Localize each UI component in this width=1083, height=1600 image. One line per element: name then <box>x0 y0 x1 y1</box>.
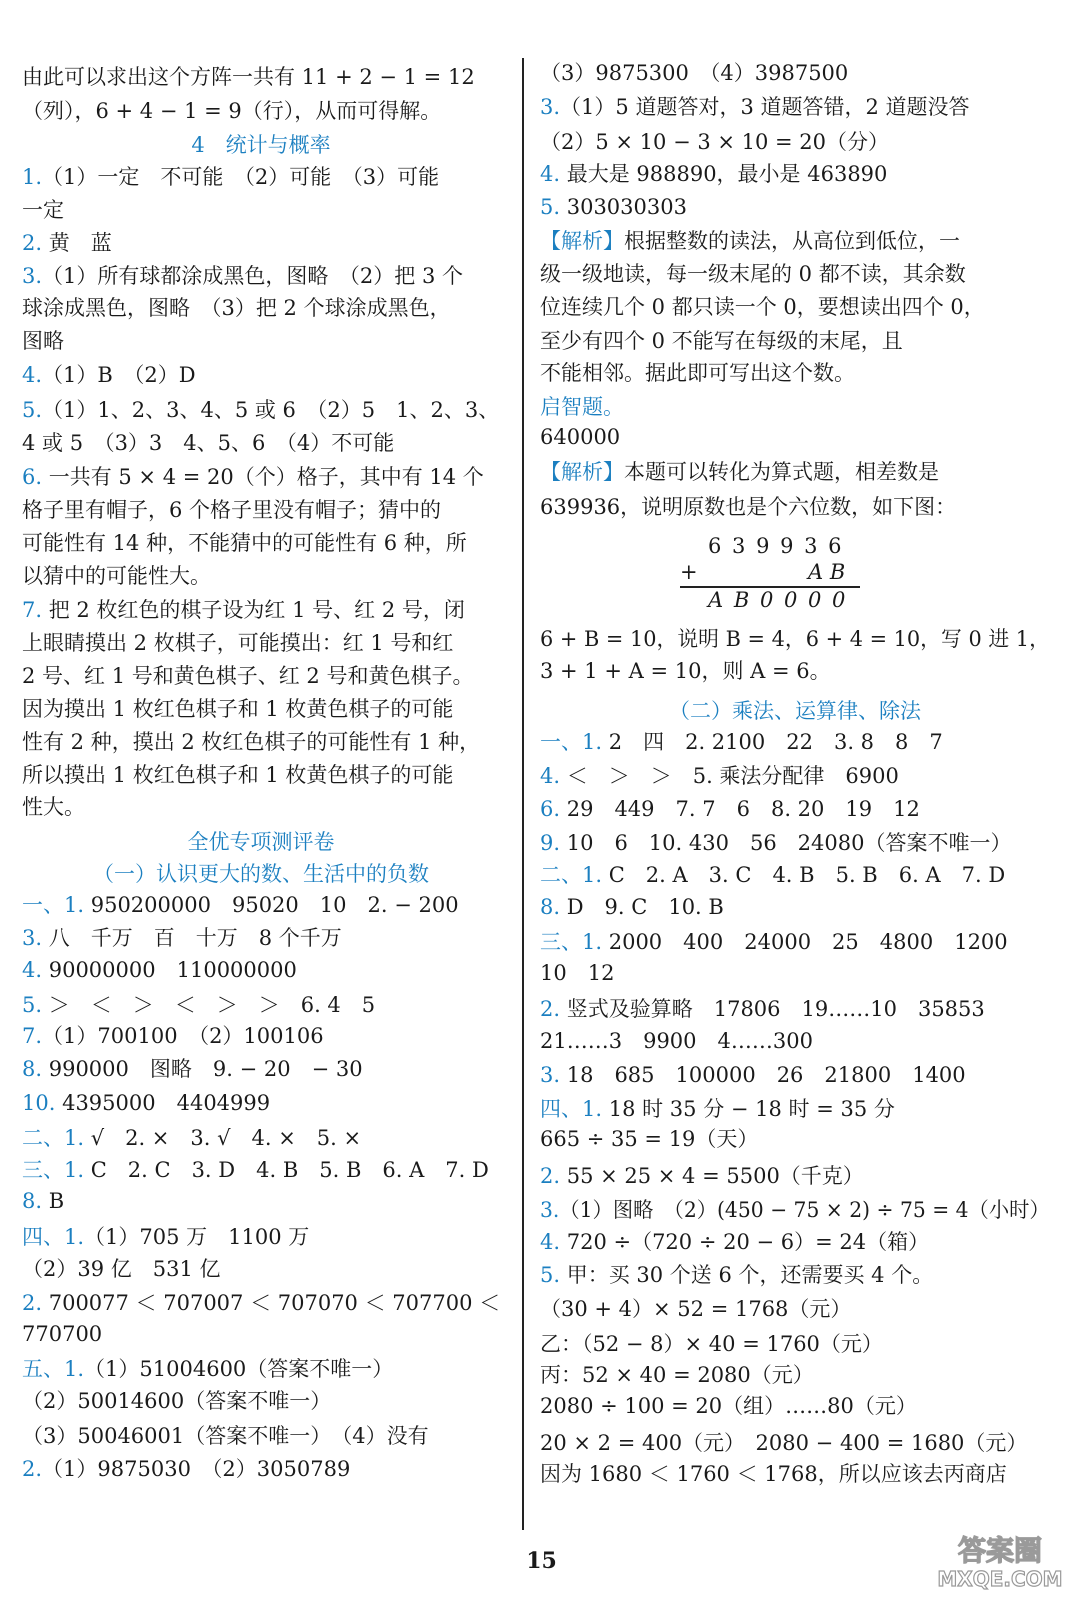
left-line: 因为摸出 1 枚红色棋子和 1 枚黄色棋子的可能 <box>22 697 454 721</box>
right-line: 4. ＜ ＞ ＞ 5. 乘法分配律 6900 <box>540 764 899 788</box>
left-line: 2. 黄 蓝 <box>22 231 112 255</box>
left-line: 全优专项测评卷 <box>187 830 335 854</box>
left-line: 10. 4395000 4404999 <box>22 1091 271 1115</box>
vs-result: A B 0 0 0 0 <box>708 588 848 612</box>
right-line: 【解析】本题可以转化为算式题，相差数是 <box>540 460 939 484</box>
left-line: 五、1.（1）51004600（答案不唯一） <box>22 1357 394 1381</box>
left-line: 一、1. 950200000 95020 10 2. − 200 <box>22 893 459 917</box>
right-line: 四、1. 18 时 35 分 − 18 时 = 35 分 <box>540 1097 895 1121</box>
left-line: 球涂成黑色，图略 （3）把 2 个球涂成黑色， <box>22 296 451 320</box>
left-line: 2. 700077 ＜ 707007 ＜ 707070 ＜ 707700 ＜ <box>22 1291 501 1315</box>
right-line: 21……3 9900 4……300 <box>540 1029 813 1053</box>
right-line: （2）5 × 10 − 3 × 10 = 20（分） <box>540 130 890 154</box>
left-line: 可能性有 14 种，不能猜中的可能性有 6 种，所 <box>22 531 467 555</box>
right-line: （二）乘法、运算律、除法 <box>669 699 921 723</box>
left-line: （一）认识更大的数、生活中的负数 <box>93 862 429 886</box>
left-line: 2.（1）9875030 （2）3050789 <box>22 1457 351 1481</box>
left-line: 图略 <box>22 329 64 353</box>
right-line: 2080 ÷ 100 = 20（组）……80（元） <box>540 1394 917 1418</box>
right-line: 不能相邻。据此即可写出这个数。 <box>540 361 855 385</box>
right-line: 二、1. C 2. A 3. C 4. B 5. B 6. A 7. D <box>540 863 1006 887</box>
right-line: 3. 18 685 100000 26 21800 1400 <box>540 1063 966 1087</box>
right-line: 6. 29 449 7. 7 6 8. 20 19 12 <box>540 797 920 821</box>
left-line: （列），6 + 4 − 1 = 9（行），从而可得解。 <box>22 99 442 123</box>
right-line: （30 + 4）× 52 = 1768（元） <box>540 1297 852 1321</box>
right-line: 3.（1）5 道题答对，3 道题答错，2 道题没答 <box>540 95 970 119</box>
right-line: 一、1. 2 四 2. 2100 22 3. 8 8 7 <box>540 730 943 754</box>
column-divider <box>522 58 524 1530</box>
right-line: 5. 303030303 <box>540 195 687 219</box>
left-line: 所以摸出 1 枚红色棋子和 1 枚黄色棋子的可能 <box>22 763 454 787</box>
right-line: 665 ÷ 35 = 19（天） <box>540 1127 759 1151</box>
left-line: （2）50014600（答案不唯一） <box>22 1389 332 1413</box>
left-line: 7.（1）700100 （2）100106 <box>22 1024 324 1048</box>
left-line: 8. 990000 图略 9. − 20 − 30 <box>22 1057 363 1081</box>
right-line: 三、1. 2000 400 24000 25 4800 1200 <box>540 930 1008 954</box>
page-number: 15 <box>526 1548 557 1574</box>
left-line: 以猜中的可能性大。 <box>22 564 211 588</box>
left-line: 二、1. √ 2. × 3. √ 4. × 5. × <box>22 1126 362 1150</box>
vertical-addition <box>680 534 880 614</box>
right-line: 至少有四个 0 不能写在每级的末尾，且 <box>540 329 903 353</box>
left-line: 4 统计与概率 <box>191 133 331 157</box>
right-line: 乙：（52 − 8）× 40 = 1760（元） <box>540 1332 883 1356</box>
left-line: 1.（1）一定 不可能 （2）可能 （3）可能 <box>22 165 440 189</box>
right-line: 启智题。 <box>540 395 624 419</box>
right-line: 5. 甲：买 30 个送 6 个，还需要买 4 个。 <box>540 1263 934 1287</box>
right-line: 【解析】根据整数的读法，从高位到低位，一 <box>540 229 960 253</box>
left-line: 4. 90000000 110000000 <box>22 958 297 982</box>
right-line: 8. D 9. C 10. B <box>540 895 724 919</box>
right-line: 4. 最大是 988890，最小是 463890 <box>540 162 888 186</box>
left-line: 4.（1）B （2）D <box>22 363 196 387</box>
left-line: 上眼睛摸出 2 枚棋子，可能摸出：红 1 号和红 <box>22 631 454 655</box>
left-line: 性大。 <box>22 795 85 819</box>
left-line: 5.（1）1、2、3、4、5 或 6 （2）5 1、2、3、 <box>22 398 500 422</box>
right-line: 3.（1）图略 （2）(450 − 75 × 2) ÷ 75 = 4（小时） <box>540 1198 1050 1222</box>
left-line: 四、1.（1）705 万 1100 万 <box>22 1225 310 1249</box>
left-line: 三、1. C 2. C 3. D 4. B 5. B 6. A 7. D <box>22 1158 489 1182</box>
left-line: 格子里有帽子，6 个格子里没有帽子；猜中的 <box>22 498 442 522</box>
left-line: 由此可以求出这个方阵一共有 11 + 2 − 1 = 12 <box>22 65 475 89</box>
right-line: 级一级地读，每一级末尾的 0 都不读，其余数 <box>540 262 966 286</box>
left-line: 3. 八 千万 百 十万 8 个千万 <box>22 926 342 950</box>
right-line: 2. 55 × 25 × 4 = 5500（千克） <box>540 1164 864 1188</box>
watermark-domain: MXQE.COM <box>937 1567 1063 1591</box>
vs-plus-sign: + <box>680 560 698 584</box>
vs-addend: A B <box>808 560 846 584</box>
right-line: 位连续几个 0 都只读一个 0，要想读出四个 0， <box>540 295 985 319</box>
right-line: 9. 10 6 10. 430 56 24080（答案不唯一） <box>540 831 1012 855</box>
left-line: 3.（1）所有球都涂成黑色，图略 （2）把 3 个 <box>22 264 463 288</box>
left-line: 5. ＞ ＜ ＞ ＜ ＞ ＞ 6. 4 5 <box>22 993 376 1017</box>
left-line: 4 或 5 （3）3 4、5、6 （4）不可能 <box>22 431 395 455</box>
left-line: 7. 把 2 枚红色的棋子设为红 1 号、红 2 号，闭 <box>22 598 465 622</box>
right-line: 4. 720 ÷（720 ÷ 20 − 6）= 24（箱） <box>540 1230 930 1254</box>
left-line: 770700 <box>22 1322 103 1346</box>
right-line: 640000 <box>540 425 621 449</box>
right-line: （3）9875300 （4）3987500 <box>540 61 849 85</box>
right-line: 3 + 1 + A = 10，则 A = 6。 <box>540 659 831 683</box>
right-line: 10 12 <box>540 961 615 985</box>
left-line: 性有 2 种，摸出 2 枚红色棋子的可能性有 1 种， <box>22 730 481 754</box>
vs-top-number: 6 3 9 9 3 6 <box>708 534 844 558</box>
right-line: 20 × 2 = 400（元） 2080 − 400 = 1680（元） <box>540 1431 1028 1455</box>
left-line: 2 号、红 1 号和黄色棋子、红 2 号和黄色棋子。 <box>22 664 474 688</box>
right-line: 2. 竖式及验算略 17806 19……10 35853 <box>540 997 985 1021</box>
left-line: 一定 <box>22 198 64 222</box>
right-line: 因为 1680 ＜ 1760 ＜ 1768，所以应该去丙商店 <box>540 1462 1007 1486</box>
right-line: 丙：52 × 40 = 2080（元） <box>540 1363 814 1387</box>
right-line: 6 + B = 10，说明 B = 4，6 + 4 = 10，写 0 进 1， <box>540 627 1050 651</box>
left-line: 8. B <box>22 1189 65 1213</box>
right-line: 639936，说明原数也是个六位数，如下图： <box>540 495 957 519</box>
left-line: （2）39 亿 531 亿 <box>22 1257 221 1281</box>
watermark-text: 答案圈 <box>957 1534 1043 1567</box>
left-line: （3）50046001（答案不唯一） （4）没有 <box>22 1424 429 1448</box>
watermark-logo <box>931 1528 1069 1592</box>
left-line: 6. 一共有 5 × 4 = 20（个）格子，其中有 14 个 <box>22 465 484 489</box>
